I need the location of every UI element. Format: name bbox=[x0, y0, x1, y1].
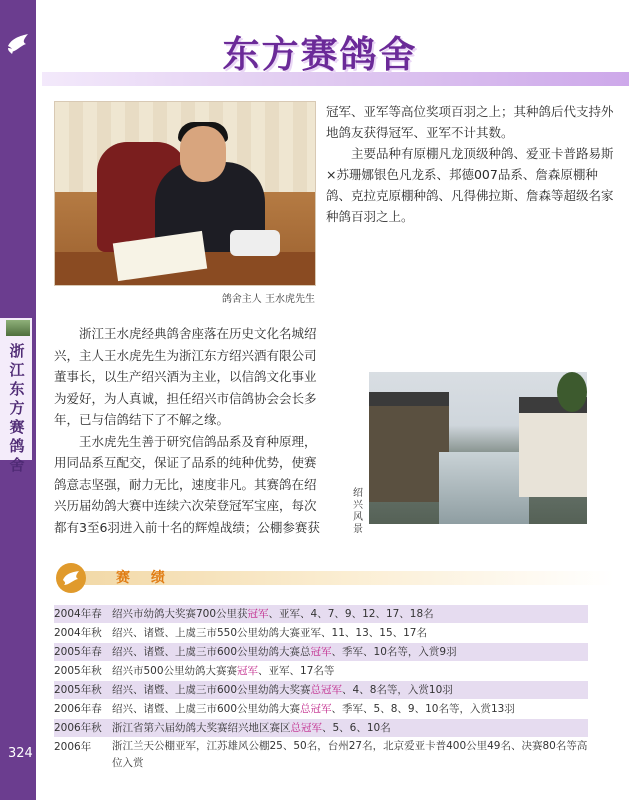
dove-logo-icon bbox=[4, 30, 32, 58]
result-row bbox=[54, 643, 588, 661]
page-number: 324 bbox=[8, 746, 33, 761]
result-highlight: 总冠军 bbox=[290, 722, 322, 734]
result-year: 2006年春 bbox=[54, 703, 102, 715]
result-row bbox=[54, 738, 588, 772]
result-row bbox=[54, 700, 588, 718]
pigeon-emblem-icon bbox=[56, 563, 86, 593]
section-tab bbox=[0, 318, 36, 474]
left-paragraph-2: 王水虎先生善于研究信鸽品系及育种原理，用同品系互配交，保证了品系的纯种优势，使赛鸽意志坚强，耐力无比，速度非凡。其赛鸽在绍兴历届幼鸽大赛中连续六次荣登冠军宝座，每次都有3至6羽进入前十名的辉煌战绩；公棚参赛获 bbox=[54, 433, 320, 535]
right-paragraph-1: 冠军、亚军等高位奖项百羽之上；其种鸽后代支持外地鸽友获得冠军、亚军不计其数。 bbox=[326, 104, 614, 140]
result-year: 2005年春 bbox=[54, 646, 102, 658]
result-row bbox=[54, 624, 588, 642]
left-column-text bbox=[54, 323, 320, 538]
results-heading: 赛 绩 bbox=[116, 570, 173, 586]
result-row bbox=[54, 605, 588, 623]
result-row bbox=[54, 662, 588, 680]
result-year: 2004年春 bbox=[54, 608, 102, 620]
result-text: 浙江省第六届幼鸽大奖赛绍兴地区赛区总冠军、5、6、10名 bbox=[112, 722, 391, 734]
result-text: 浙江兰天公棚亚军，江苏雄风公棚25、50名，台州27名，北京爱亚卡普400公里49名、决赛80名等高位入赏 bbox=[112, 740, 588, 769]
section-thumbnail bbox=[6, 320, 30, 336]
owner-photo bbox=[54, 101, 316, 286]
result-highlight: 冠军 bbox=[237, 665, 259, 677]
result-year: 2005年秋 bbox=[54, 684, 102, 696]
right-column-text bbox=[326, 101, 618, 227]
result-row bbox=[54, 719, 588, 737]
results-list bbox=[54, 605, 588, 773]
result-highlight: 冠军 bbox=[247, 608, 269, 620]
result-highlight: 冠军 bbox=[310, 646, 332, 658]
result-text: 绍兴、诸暨、上虞三市600公里幼鸽大奖赛总冠军、4、8名等，入赏10羽 bbox=[112, 684, 453, 696]
right-paragraph-2: 主要品种有原棚凡龙顶级种鸽、爱亚卡普路易斯×苏珊娜银色凡龙系、邦德007品系、詹森原棚种鸽、克拉克原棚种鸽、凡得佛拉斯、詹森等超级名家种鸽百羽之上。 bbox=[326, 146, 614, 224]
scenery-photo-caption: 绍兴风景 bbox=[353, 488, 363, 535]
result-text: 绍兴、诸暨、上虞三市600公里幼鸽大赛总冠军、季军、10名等，入赏9羽 bbox=[112, 646, 457, 658]
result-year: 2006年 bbox=[54, 741, 92, 753]
scenery-photo bbox=[369, 372, 587, 524]
owner-photo-caption: 鸽舍主人 王水虎先生 bbox=[221, 294, 315, 305]
result-text: 绍兴市500公里幼鸽大赛赛冠军、亚军、17名等 bbox=[112, 665, 335, 677]
result-highlight: 总冠军 bbox=[300, 703, 332, 715]
result-year: 2006年秋 bbox=[54, 722, 102, 734]
result-year: 2005年秋 bbox=[54, 665, 102, 677]
result-text: 绍兴、诸暨、上虞三市600公里幼鸽大赛总冠军、季军、5、8、9、10名等，入赏13羽 bbox=[112, 703, 515, 715]
left-paragraph-1: 浙江王水虎经典鸽舍座落在历史文化名城绍兴，主人王水虎先生为浙江东方绍兴酒有限公司董事长，以生产绍兴酒为主业，以信鸽文化事业为爱好，为人真诚，担任绍兴市信鸽协会会长多年，已与信鸽结下了不解之缘。 bbox=[54, 326, 317, 427]
section-tab-label: 浙江东方赛鸽舍 bbox=[9, 342, 25, 474]
result-year: 2004年秋 bbox=[54, 627, 102, 639]
page-title: 东方赛鸽舍 bbox=[222, 33, 418, 76]
result-text: 绍兴市幼鸽大奖赛700公里获冠军、亚军、4、7、9、12、17、18名 bbox=[112, 608, 434, 620]
result-highlight: 总冠军 bbox=[310, 684, 343, 696]
result-text: 绍兴、诸暨、上虞三市550公里幼鸽大赛亚军、11、13、15、17名 bbox=[112, 627, 427, 639]
results-section-header bbox=[54, 563, 614, 595]
result-row bbox=[54, 681, 588, 699]
